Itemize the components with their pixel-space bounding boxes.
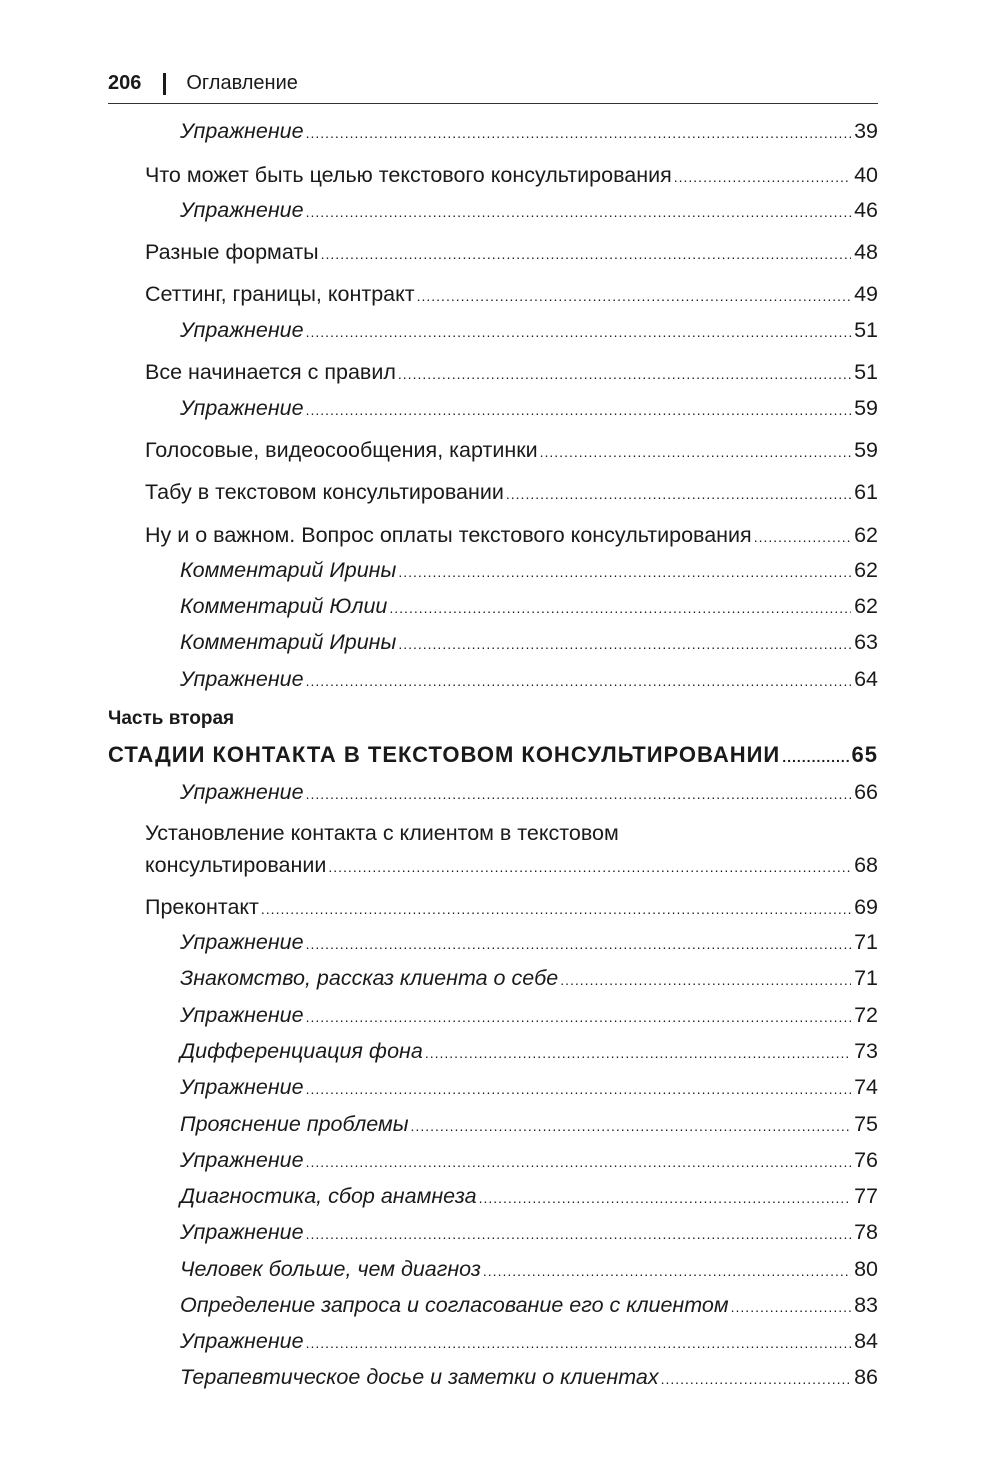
toc-entry-title: Упражнение [180, 1075, 304, 1099]
dot-leader [306, 1003, 852, 1031]
dot-leader [306, 198, 852, 226]
dot-leader [306, 1220, 852, 1248]
toc-entry-title: Упражнение [180, 930, 304, 954]
toc-entry [180, 1218, 878, 1248]
toc-entry [180, 1363, 878, 1393]
toc-entry-page: 61 [854, 480, 878, 504]
dot-leader [306, 119, 852, 147]
toc-entry [180, 1073, 878, 1103]
header-rule [108, 103, 878, 104]
dot-leader [389, 594, 851, 622]
toc-entry [180, 592, 878, 622]
toc-entry [180, 1182, 878, 1212]
part-label: Часть вторая [108, 708, 235, 729]
toc-entry-page: 49 [854, 282, 878, 306]
toc-entry-title: Упражнение [180, 1329, 304, 1353]
toc-entry-page: 75 [854, 1112, 878, 1136]
toc-entry [145, 280, 878, 310]
dot-leader [560, 966, 851, 994]
toc-entry-title: Ну и о важном. Вопрос оплаты текстового консультирования [145, 523, 752, 547]
toc-entry-title: Комментарий Юлии [180, 594, 388, 618]
dot-leader [306, 1329, 852, 1357]
dot-leader [661, 1365, 852, 1393]
toc-entry-title: Дифференциация фона [180, 1039, 423, 1063]
toc-entry-title: Упражнение [180, 1148, 304, 1172]
dot-leader [321, 240, 851, 268]
toc-entry [180, 1255, 878, 1285]
toc-entry-page: 51 [854, 360, 878, 384]
running-header [108, 72, 298, 95]
toc-entry-title: Знакомство, рассказ клиента о себе [180, 966, 559, 990]
dot-leader [425, 1039, 851, 1067]
toc-entry [180, 556, 878, 586]
toc-entry [180, 1037, 878, 1067]
toc-entry-page: 72 [854, 1003, 878, 1027]
page-number: 206 [108, 72, 142, 94]
toc-entry-title: Установление контакта с клиентом в текстовом [145, 821, 619, 845]
toc-entry-title: Все начинается с правил [145, 360, 396, 384]
toc-entry-page: 63 [854, 630, 878, 654]
dot-leader [483, 1257, 851, 1285]
toc-entry [180, 964, 878, 994]
toc-entry-page: 68 [854, 853, 878, 877]
dot-leader [306, 318, 852, 346]
dot-leader [328, 853, 851, 881]
toc-part-heading [108, 741, 878, 771]
dot-leader [731, 1293, 851, 1321]
dot-leader [261, 895, 851, 923]
dot-leader [398, 630, 851, 658]
header-separator [163, 73, 166, 95]
toc-entry [180, 778, 878, 808]
toc-entry-page: 62 [854, 558, 878, 582]
toc-entry-title: Табу в текстовом консультировании [145, 480, 504, 504]
toc-entry [180, 928, 878, 958]
toc-entry-title: Упражнение [180, 119, 304, 143]
toc-entry-title: Определение запроса и согласование его с клиентом [180, 1293, 729, 1317]
toc-entry-title: Упражнение [180, 1220, 304, 1244]
toc-entry-page: 76 [854, 1148, 878, 1172]
toc-entry-title: СТАДИИ КОНТАКТА В ТЕКСТОВОМ КОНСУЛЬТИРОВАНИИ [108, 742, 781, 767]
toc-entry-page: 86 [854, 1365, 878, 1389]
toc-entry-page: 39 [854, 119, 878, 143]
toc-entry-page: 71 [854, 930, 878, 954]
toc-entry [145, 478, 878, 508]
dot-leader [411, 1112, 852, 1140]
toc-entry-page: 83 [854, 1293, 878, 1317]
toc-entry [180, 1327, 878, 1357]
toc-entry-title: Упражнение [180, 1003, 304, 1027]
toc-entry-title: Что может быть целью текстового консультирования [145, 163, 672, 187]
toc-entry [180, 665, 878, 695]
toc-entry [145, 238, 878, 268]
toc-entry-title: Прояснение проблемы [180, 1112, 409, 1136]
dot-leader [306, 667, 852, 695]
toc-entry-title: Комментарий Ирины [180, 558, 397, 582]
dot-leader [417, 282, 851, 310]
toc-entry-page: 77 [854, 1184, 878, 1208]
toc-entry-page: 66 [854, 780, 878, 804]
toc-entry-title: Диагностика, сбор анамнеза [180, 1184, 477, 1208]
toc-entry-page: 74 [854, 1075, 878, 1099]
dot-leader [754, 523, 851, 551]
toc-entry-title: Упражнение [180, 396, 304, 420]
toc-entry-title: консультировании [145, 853, 327, 877]
toc-entry-page: 59 [854, 438, 878, 462]
toc-entry-page: 40 [854, 163, 878, 187]
section-title: Оглавление [186, 72, 298, 94]
toc-entry-title: Голосовые, видеосообщения, картинки [145, 438, 538, 462]
toc-entry-page: 84 [854, 1329, 878, 1353]
toc-entry-page: 71 [854, 966, 878, 990]
toc-entry-page: 65 [851, 742, 878, 767]
toc-entry-page: 48 [854, 240, 878, 264]
toc-entry-page: 80 [854, 1257, 878, 1281]
toc-entry-title: Комментарий Ирины [180, 630, 397, 654]
dot-leader [306, 1148, 852, 1176]
toc-entry [145, 161, 878, 191]
toc-entry-page: 46 [854, 198, 878, 222]
toc-entry-page: 64 [854, 667, 878, 691]
toc-entry-page: 78 [854, 1220, 878, 1244]
dot-leader [398, 558, 851, 586]
toc-entry-page: 73 [854, 1039, 878, 1063]
toc-entry [145, 436, 878, 466]
toc-entry [145, 521, 878, 551]
toc-entry [145, 893, 878, 923]
toc-entry [180, 1146, 878, 1176]
toc-entry [180, 1291, 878, 1321]
dot-leader [306, 930, 852, 958]
dot-leader [782, 743, 848, 771]
dot-leader [540, 438, 851, 466]
toc-entry-title: Сеттинг, границы, контракт [145, 282, 415, 306]
toc-entry-title: Упражнение [180, 198, 304, 222]
toc-entry-page: 69 [854, 895, 878, 919]
toc-entry [180, 196, 878, 226]
toc-entry-page: 51 [854, 318, 878, 342]
toc-entry-title: Разные форматы [145, 240, 319, 264]
toc-entry [180, 316, 878, 346]
toc-entry [180, 1001, 878, 1031]
dot-leader [306, 396, 852, 424]
toc-entry-title: Упражнение [180, 318, 304, 342]
toc-entry [180, 117, 878, 147]
toc-entry-page: 62 [854, 594, 878, 618]
toc-entry-title: Человек больше, чем диагноз [180, 1257, 481, 1281]
toc-entry-page: 62 [854, 523, 878, 547]
toc-entry [180, 1110, 878, 1140]
dot-leader [306, 780, 852, 808]
dot-leader [398, 360, 851, 388]
toc-entry [180, 394, 878, 424]
dot-leader [479, 1184, 851, 1212]
toc-entry-title: Преконтакт [145, 895, 259, 919]
toc-entry [145, 851, 878, 881]
toc-entry-title: Терапевтическое досье и заметки о клиентах [180, 1365, 659, 1389]
toc-entry-page: 59 [854, 396, 878, 420]
toc-entry-title: Упражнение [180, 667, 304, 691]
dot-leader [306, 1075, 852, 1103]
dot-leader [506, 480, 851, 508]
dot-leader [674, 163, 851, 191]
toc-entry [180, 628, 878, 658]
toc-entry [145, 358, 878, 388]
toc-entry-title: Упражнение [180, 780, 304, 804]
